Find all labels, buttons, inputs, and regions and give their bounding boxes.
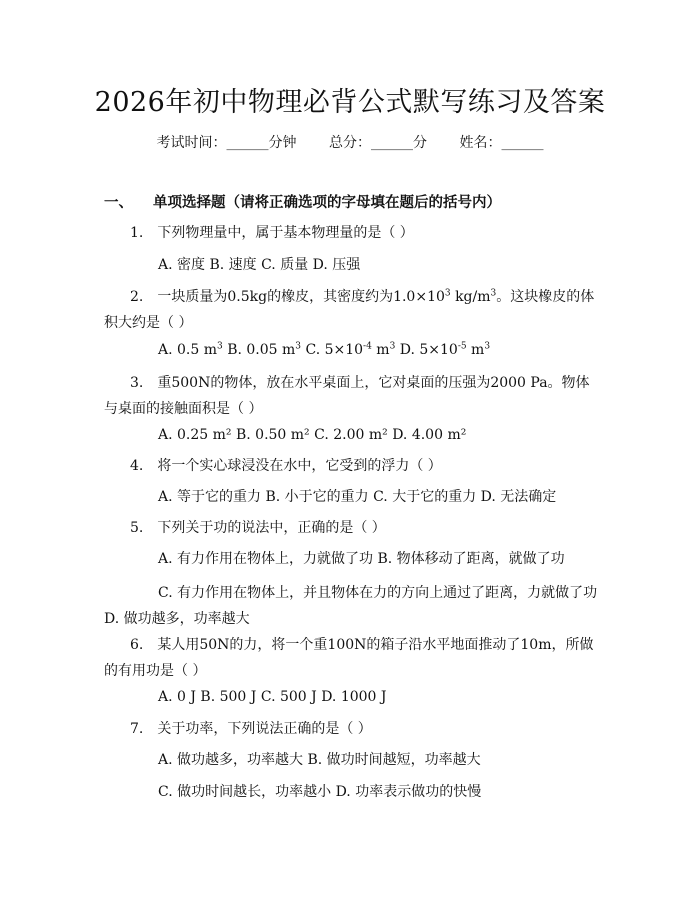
question-text: 一块质量为0.5kg的橡皮，其密度约为$1.0\times 10^3$ $kg/m^3$。这块橡皮的体积大约是（ ）	[104, 288, 595, 331]
option-line: A. 0 J B. 500 J C. 500 J D. 1000 J	[158, 689, 387, 705]
question-text: 将一个实心球浸没在水中，它受到的浮力（ ）	[157, 458, 442, 474]
option-line: A. 密度 B. 速度 C. 质量 D. 压强	[158, 257, 361, 273]
option-line: A. 有力作用在物体上，力就做了功 B. 物体移动了距离，就做了功	[158, 551, 565, 567]
question-text: 重500N的物体，放在水平桌面上，它对桌面的压强为2000 Pa。物体与桌面的接触面积是（ ）	[104, 375, 590, 417]
question-number: 1.	[130, 225, 144, 241]
section-number: 一、	[104, 194, 133, 211]
exam-time: 考试时间：______分钟	[156, 135, 297, 151]
section-heading	[104, 191, 501, 212]
question-text: 关于功率，下列说法正确的是（ ）	[157, 721, 372, 737]
question-number: 2.	[130, 289, 144, 305]
option-line: A. 做功越多，功率越大 B. 做功时间越短，功率越大	[158, 752, 481, 768]
question-5-options	[104, 546, 599, 572]
question-text: 某人用50N的力，将一个重100N的箱子沿水平地面推动了10m，所做的有用功是（ ）	[104, 637, 594, 679]
question-6	[104, 632, 599, 684]
question-1	[104, 220, 599, 246]
question-3	[104, 370, 599, 422]
student-name: 姓名：______	[459, 135, 544, 151]
question-4-options	[104, 484, 599, 510]
option-line: A. 等于它的重力 B. 小于它的重力 C. 大于它的重力 D. 无法确定	[158, 489, 557, 505]
question-4	[104, 453, 599, 479]
question-2	[104, 284, 599, 336]
option-line: C. 有力作用在物体上，并且物体在力的方向上通过了距离，力就做了功 D. 做功越多，功率越大	[104, 585, 598, 627]
question-7-options-2	[104, 779, 599, 805]
question-number: 6.	[130, 637, 144, 653]
question-number: 7.	[130, 721, 144, 737]
question-7	[104, 716, 599, 742]
option-line: A. 0.25 m² B. 0.50 m² C. 2.00 m² D. 4.00 m²	[158, 427, 467, 443]
question-7-options	[104, 747, 599, 773]
exam-info	[0, 132, 700, 152]
question-number: 4.	[130, 458, 144, 474]
question-6-options	[104, 684, 599, 710]
page-title: 2026年初中物理必背公式默写练习及答案	[94, 87, 606, 118]
question-number: 5.	[130, 520, 144, 536]
question-5-options-2	[104, 580, 599, 632]
section-title: 单项选择题（请将正确选项的字母填在题后的括号内）	[153, 194, 501, 211]
exam-score: 总分：______分	[329, 135, 427, 151]
question-3-options	[104, 422, 599, 448]
question-2-options	[104, 337, 599, 363]
question-1-options	[104, 252, 599, 278]
question-5	[104, 515, 599, 541]
question-text: 下列关于功的说法中，正确的是（ ）	[157, 520, 386, 536]
option-line: C. 做功时间越长，功率越小 D. 功率表示做功的快慢	[158, 784, 482, 800]
option-line: A. 0.5 $m^3$ B. 0.05 $m^3$ C. $5\times 10^{-4}$ $m^3$ D. $5\times 10^{-5}$ $m^3$	[158, 341, 491, 358]
question-number: 3.	[130, 375, 144, 391]
question-text: 下列物理量中，属于基本物理量的是（ ）	[157, 225, 414, 241]
